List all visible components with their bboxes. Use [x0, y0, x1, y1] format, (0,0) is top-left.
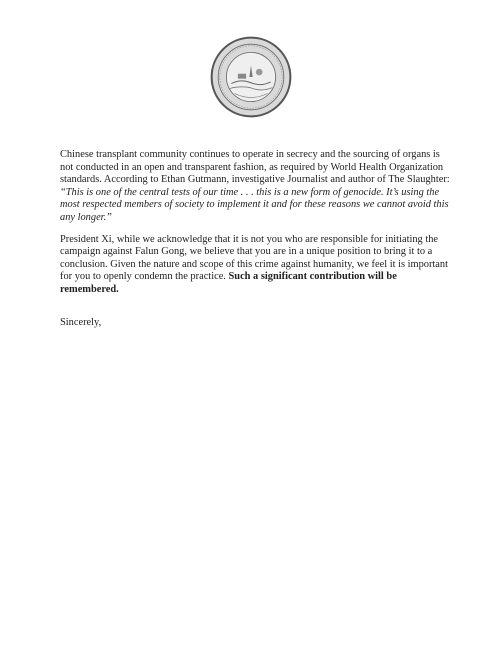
gutmann-quote: “This is one of the central tests of our time . . . this is a new form of genocide. It’s using the most respected members of society to implement it and for these reasons we cannot avoid this any longer.”	[60, 186, 449, 223]
closing-salutation: Sincerely,	[60, 317, 102, 328]
paragraph-1	[60, 149, 452, 225]
letter-body	[60, 149, 452, 306]
paragraph-1-text: Chinese transplant community continues to operate in secrecy and the sourcing of organs is not conducted in an open and transparent fashion, as required by World Health Organization standards. According to Ethan Gutmann, investigative Journalist and author of The Slaughter:	[60, 149, 450, 186]
paragraph-2-text: President Xi, while we acknowledge that it is not you who are responsible for initiating the campaign against Falun Gong, we believe that you are in a unique position to bring it to a conclusion. Given the nature and scope of this crime against humanity, we feel it is important for you to openly condemn the practice.	[60, 233, 449, 283]
state-seal-icon	[210, 36, 292, 118]
paragraph-2	[60, 234, 452, 297]
paragraph-2-emphasis: Such a significant contribution will be remembered.	[60, 271, 397, 295]
